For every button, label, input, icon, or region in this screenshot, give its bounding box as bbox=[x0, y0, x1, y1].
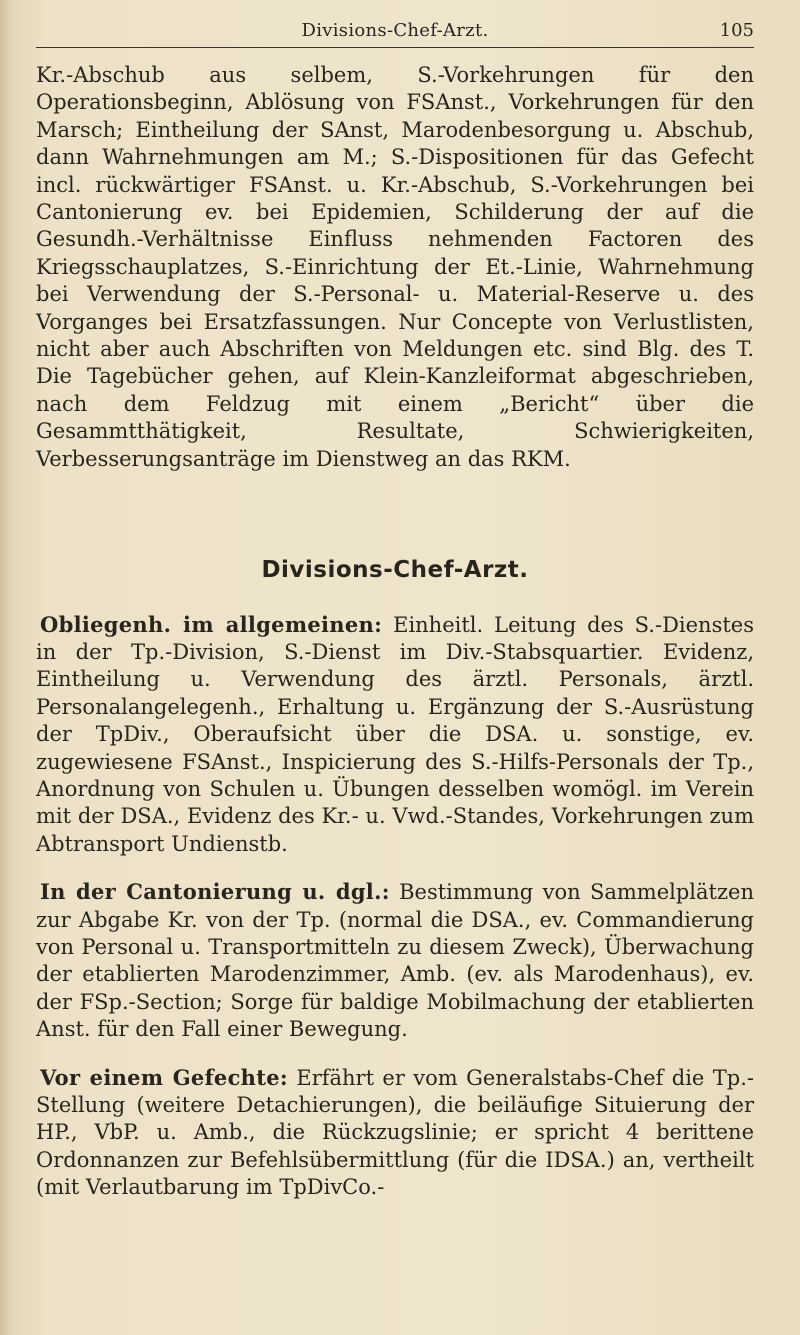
section-title: Divisions-Chef-Arzt. bbox=[261, 557, 529, 584]
paragraph-lead: In der Cantonierung u. dgl.: bbox=[40, 879, 390, 905]
paragraph-lead: Vor einem Gefechte: bbox=[40, 1064, 288, 1090]
paragraph-text: Bestimmung von Sammelplätzen zur Abgabe Kr. von der Tp. (normal die DSA., ev. Commandierung von Personal u. Transportmitteln zu diesem Zweck), Überwachung der etablierten Marodenzimmer, Amb. (ev. als Marodenhaus), ev. der FSp.-Section; Sorge für baldige Mobilmachung der etablierten Anst. für den Fall einer Bewegung. bbox=[36, 880, 754, 1042]
running-title: Divisions-Chef-Arzt. bbox=[301, 20, 489, 41]
continuation-paragraph: Kr.-Abschub aus selbem, S.-Vorkehrungen für den Operationsbeginn, Ablösung von FSAnst., Vorkehrungen für den Marsch; Eintheilung der SAnst, Marodenbesorgung u. Abschub, dann Wahrnehmungen am M.; S.-Dispositionen für das Gefecht incl. rückwärtiger FSAnst. u. Kr.-Abschub, S.-Vorkehrungen bei Cantonierung ev. bei Epidemien, Schilderung der auf die Gesundh.-Verhältnisse Einfluss nehmenden Factoren des Kriegsschauplatzes, S.-Einrichtung der Et.-Linie, Wahrnehmung bei Verwendung der S.-Personal- u. Material-Reserve u. des Vorganges bei Ersatzfassungen. Nur Concepte von Verlustlisten, nicht aber auch Abschriften von Meldungen etc. sind Blg. des T. Die Tagebücher gehen, auf Klein-Kanzleiformat abgeschrieben, nach dem Feldzug mit einem „Bericht“ über die Gesammtthätigkeit, Resultate, Schwierigkeiten, Verbesserungsanträge im Dienstweg an das RKM. bbox=[36, 63, 754, 471]
paragraph-general-duties bbox=[36, 611, 754, 859]
paragraph-cantonment bbox=[36, 878, 754, 1043]
page-number: 105 bbox=[719, 20, 754, 41]
header-rule bbox=[36, 47, 754, 48]
paragraph-before-battle bbox=[36, 1064, 754, 1202]
page-header bbox=[36, 20, 754, 50]
paragraph-text: Erfährt er vom Generalstabs-Chef die Tp.-Stellung (weitere Detachierungen), die beiläufige Situierung der HP., VbP. u. Amb., die Rückzugslinie; er spricht 4 berittene Ordonnanzen zur Befehlsübermittlung (für die IDSA.) an, vertheilt (mit Verlautbarung im TpDivCo.- bbox=[36, 1065, 754, 1200]
binding-shadow bbox=[0, 0, 14, 1335]
page-body bbox=[36, 62, 754, 1202]
paragraph-lead: Obliegenh. im allgemeinen: bbox=[40, 611, 383, 637]
paragraph-text: Einheitl. Leitung des S.-Dienstes in der Tp.-Division, S.-Dienst im Div.-Stabsquartier. Evidenz, Eintheilung u. Verwendung des ärztl. Personals, ärztl. Personalangelegenh., Erhaltung u. Ergänzung der S.-Ausrüstung der TpDiv., Oberaufsicht über die DSA. u. sonstige, ev. zugewiesene FSAnst., Inspicierung des S.-Hilfs-Personals der Tp., Anordnung von Schulen u. Übungen desselben womögl. im Verein mit der DSA., Evidenz des Kr.- u. Vwd.-Standes, Vorkehrungen zum Abtransport Undienstb. bbox=[36, 612, 754, 856]
